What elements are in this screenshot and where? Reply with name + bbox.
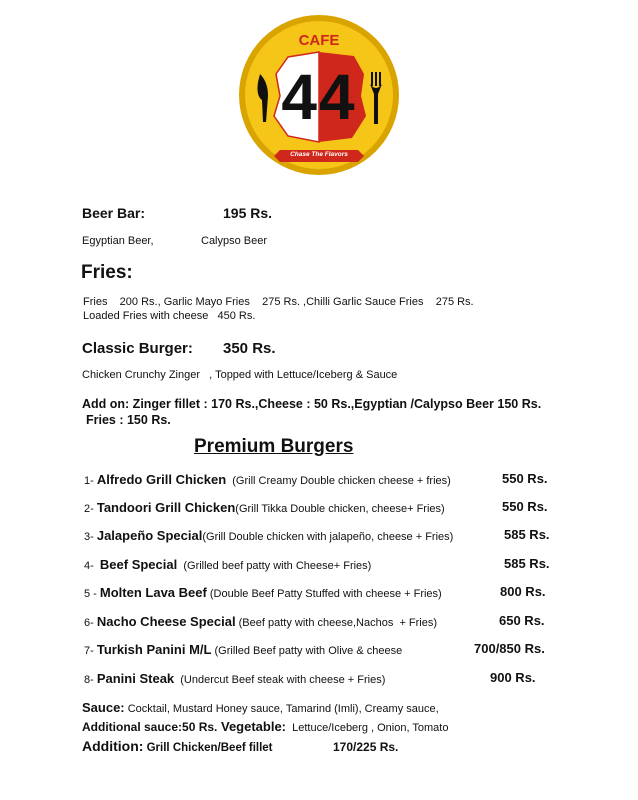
burger-price: 585 Rs. [504,527,550,542]
burger-name: Turkish Panini M/L [96,642,212,657]
add-on-line: Fries : 150 Rs. [86,413,171,427]
burger-description: (Grill Creamy Double chicken cheese + fries) [226,475,451,487]
burger-number: 4- [84,560,100,572]
premium-burger-row [84,584,554,604]
sauce-text: Cocktail, Mustard Honey sauce, Tamarind (Imli), Creamy sauce, [124,703,439,715]
beer-item: Egyptian Beer, [82,235,154,247]
burger-price: 550 Rs. [502,471,548,486]
premium-burgers-title: Premium Burgers [194,436,354,457]
premium-burger-row [84,556,554,576]
sauce-label: Sauce: [82,700,125,715]
burger-price: 585 Rs. [504,556,550,571]
premium-burger-row [84,527,554,547]
premium-burger-row [84,641,554,661]
classic-burger-desc: Chicken Crunchy Zinger , Topped with Lettuce/Iceberg & Sauce [82,369,398,381]
additional-sauce-label: Additional sauce:50 Rs. [82,720,218,734]
beer-bar-price: 195 Rs. [223,205,273,221]
sauce-line [82,700,439,715]
premium-burger-row [84,499,554,519]
burger-number: 8- [84,674,97,686]
burger-name: Nacho Cheese Special [96,614,236,629]
burger-name: Panini Steak [96,671,175,686]
burger-price: 550 Rs. [502,499,548,514]
classic-burger-title: Classic Burger: [82,340,193,357]
vegetable-text: Lettuce/Iceberg , Onion, Tomato [286,722,449,734]
burger-price: 800 Rs. [500,584,546,599]
burger-number: 7- [84,645,97,657]
additional-sauce-line [82,719,448,734]
fries-line: Loaded Fries with cheese 450 Rs. [83,310,256,322]
addition-label: Addition: [82,738,144,754]
fries-line: Fries 200 Rs., Garlic Mayo Fries 275 Rs. ,Chilli Garlic Sauce Fries 275 Rs. [83,296,474,308]
burger-number: 6- [84,617,97,629]
burger-description: (Grill Tikka Double chicken, cheese+ Fries) [235,503,445,515]
premium-burger-row [84,670,554,690]
addition-text: Grill Chicken/Beef fillet [143,742,273,754]
logo-cafe-text: CAFE [298,32,340,49]
cafe-44-logo [236,12,402,178]
burger-name: Beef Special [99,557,178,572]
burger-description: (Undercut Beef steak with cheese + Fries) [174,674,386,686]
classic-burger-price: 350 Rs. [223,340,276,357]
logo-number: 44 [281,61,357,133]
fries-title: Fries: [81,262,133,283]
burger-name: Alfredo Grill Chicken [96,472,227,487]
burger-number: 3- [84,531,97,543]
burger-description: (Double Beef Patty Stuffed with cheese + Fries) [206,588,442,600]
addition-line [82,738,273,754]
burger-price: 700/850 Rs. [474,641,545,656]
logo-ribbon-text: Chase The Flavors [290,151,348,158]
burger-name: Tandoori Grill Chicken [96,500,236,515]
beer-bar-title: Beer Bar: [82,205,146,221]
burger-description: (Grilled beef patty with Cheese+ Fries) [177,560,372,572]
burger-name: Jalapeño Special [96,528,203,543]
burger-name: Molten Lava Beef [99,585,207,600]
add-on-line: Add on: Zinger fillet : 170 Rs.,Cheese : 50 Rs.,Egyptian /Calypso Beer 150 Rs. [82,397,542,411]
beer-item: Calypso Beer [201,235,268,247]
vegetable-label: Vegetable: [217,719,287,734]
burger-price: 650 Rs. [499,613,545,628]
premium-burger-row [84,471,554,491]
burger-description: (Grill Double chicken with jalapeño, cheese + Fries) [202,531,454,543]
burger-number: 1- [84,475,97,487]
burger-number: 2- [84,503,97,515]
burger-number: 5 - [84,588,100,600]
burger-description: (Beef patty with cheese,Nachos + Fries) [235,617,438,629]
premium-burger-row [84,613,554,633]
burger-description: (Grilled Beef patty with Olive & cheese [211,645,403,657]
burger-price: 900 Rs. [490,670,536,685]
addition-price: 170/225 Rs. [333,740,399,754]
